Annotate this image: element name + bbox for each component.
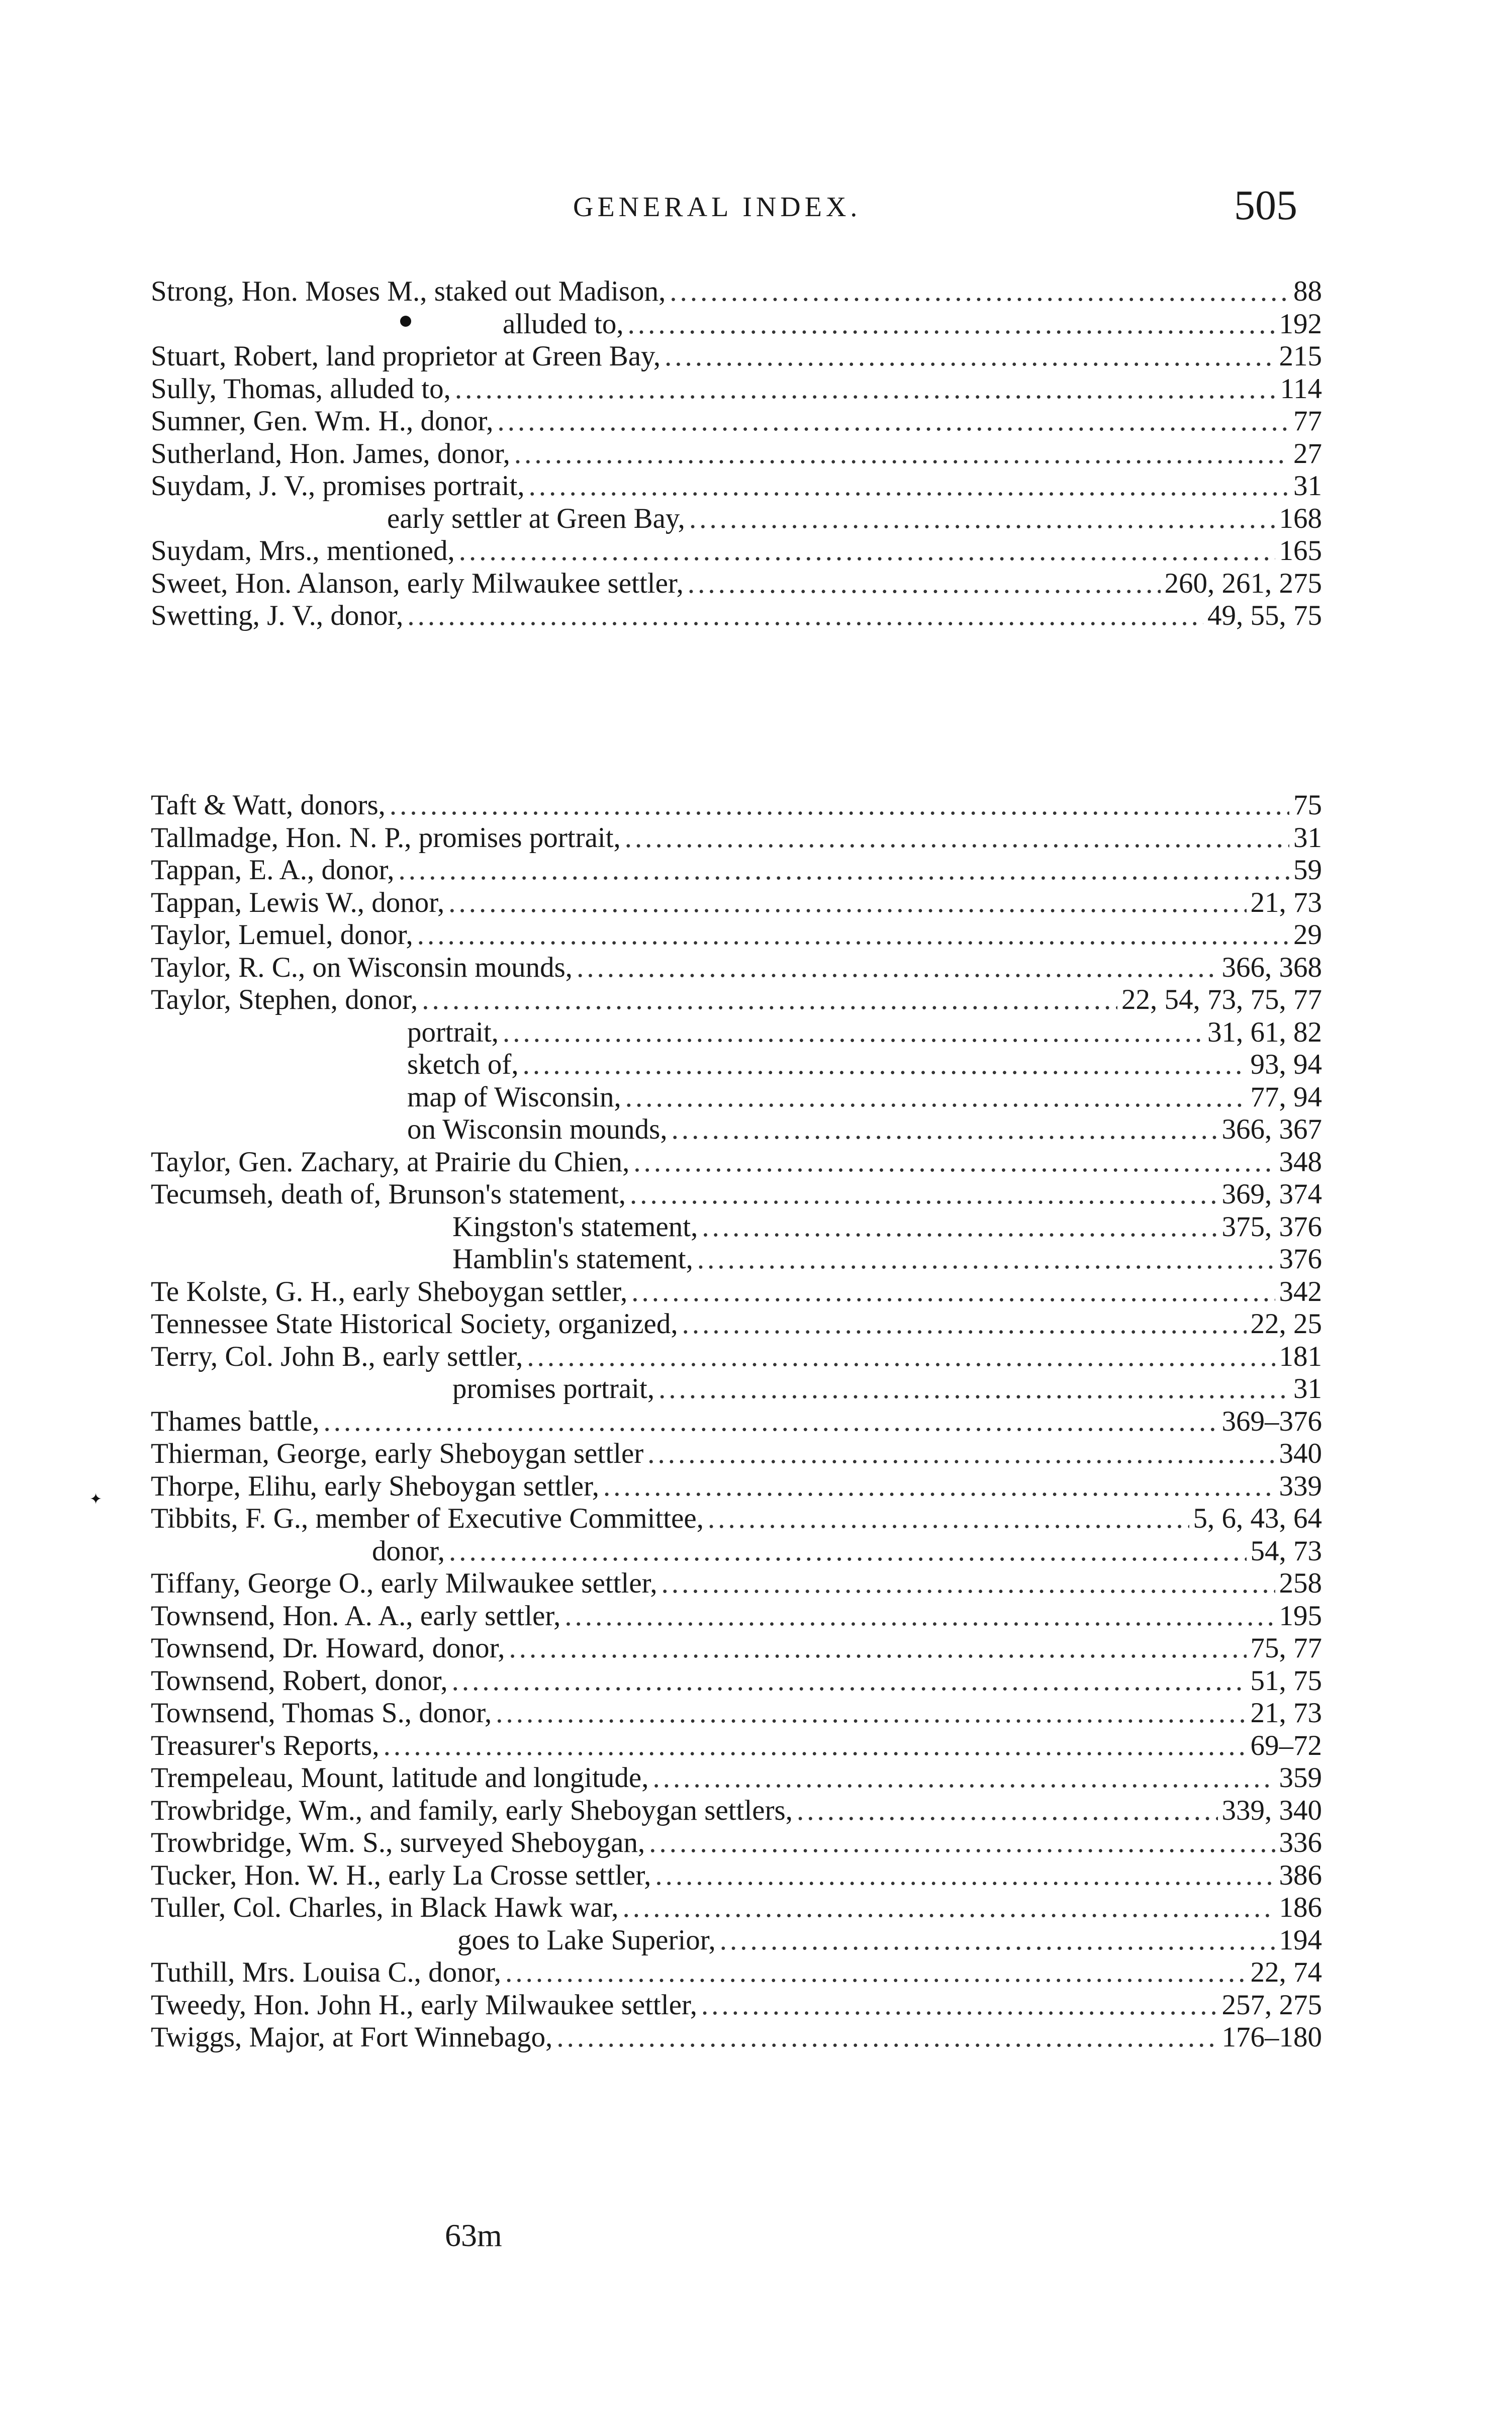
entry-pages: 29 (1293, 919, 1322, 951)
entry-pages: 31, 61, 82 (1207, 1016, 1322, 1048)
entry-pages: 75 (1293, 789, 1322, 821)
entry-pages: 77, 94 (1250, 1081, 1322, 1113)
entry-pages: 77 (1293, 405, 1322, 437)
entry-pages: 27 (1293, 437, 1322, 470)
entry-text: Tibbits, F. G., member of Executive Committee, (151, 1503, 704, 1534)
dot-leader (398, 854, 1289, 887)
entry-text: map of Wisconsin, (407, 1081, 621, 1113)
index-entry (151, 470, 1322, 503)
entry-text: goes to Lake Superior, (457, 1924, 716, 1956)
dot-leader (670, 275, 1289, 308)
entry-text: Taft & Watt, donors, (151, 789, 386, 821)
dot-leader (422, 984, 1117, 1016)
entry-pages: 258 (1279, 1567, 1322, 1599)
entry-pages: 31 (1293, 1373, 1322, 1405)
entry-text: Twiggs, Major, at Fort Winnebago, (151, 2021, 553, 2053)
dot-leader (459, 535, 1275, 568)
entry-pages: 348 (1279, 1146, 1322, 1178)
page-number: 505 (1234, 182, 1297, 229)
entry-pages: 5, 6, 43, 64 (1193, 1503, 1322, 1534)
dot-leader (628, 308, 1275, 341)
entry-text: Suydam, Mrs., mentioned, (151, 535, 455, 567)
entry-pages: 339 (1279, 1470, 1322, 1502)
entry-text: Trowbridge, Wm., and family, early Sheboygan settlers, (151, 1794, 793, 1826)
entry-text: alluded to, (503, 308, 624, 340)
entry-text: Kingston's statement, (452, 1210, 698, 1243)
entry-text: on Wisconsin mounds, (407, 1113, 668, 1145)
index-entry (151, 952, 1322, 984)
entry-text: Townsend, Hon. A. A., early settler, (151, 1600, 561, 1632)
entry-pages: 376 (1279, 1243, 1322, 1275)
dot-leader (682, 1308, 1247, 1341)
dot-leader (384, 1730, 1247, 1762)
dot-leader (324, 1406, 1218, 1438)
dot-leader (649, 1827, 1275, 1859)
index-entry (151, 1373, 1322, 1406)
index-entry (151, 1243, 1322, 1276)
index-entry (151, 373, 1322, 406)
index-entry (151, 1632, 1322, 1665)
index-entry (151, 1665, 1322, 1698)
index-entry (151, 1859, 1322, 1892)
entry-text: Thorpe, Elihu, early Sheboygan settler, (151, 1470, 600, 1502)
entry-pages: 75, 77 (1250, 1632, 1322, 1664)
index-entry (151, 789, 1322, 822)
entry-text: Taylor, Lemuel, donor, (151, 919, 413, 951)
entry-text: Tiffany, George O., early Milwaukee settler, (151, 1567, 657, 1599)
index-entry (151, 535, 1322, 568)
index-entry (151, 1049, 1322, 1081)
entry-text: Tweedy, Hon. John H., early Milwaukee settler, (151, 1989, 697, 2021)
entry-pages: 192 (1279, 308, 1322, 340)
entry-text: promises portrait, (452, 1373, 655, 1405)
index-entry (151, 1113, 1322, 1146)
dot-leader (577, 952, 1217, 984)
index-entry (151, 503, 1322, 535)
index-entry (151, 919, 1322, 952)
entry-pages: 31 (1293, 821, 1322, 854)
entry-pages: 186 (1279, 1892, 1322, 1923)
dot-leader (630, 1178, 1218, 1211)
signature-mark: 63m (445, 2217, 502, 2253)
entry-pages: 257, 275 (1221, 1989, 1322, 2021)
entry-pages: 168 (1279, 502, 1322, 534)
index-entry (151, 1600, 1322, 1633)
entry-pages: 69–72 (1250, 1729, 1322, 1761)
index-entry (151, 1989, 1322, 2022)
entry-text: Townsend, Dr. Howard, donor, (151, 1632, 505, 1664)
dot-leader (509, 1632, 1247, 1665)
index-entry (151, 1762, 1322, 1795)
dot-leader (633, 1146, 1275, 1179)
index-entry (151, 1892, 1322, 1924)
entry-pages: 181 (1279, 1340, 1322, 1372)
dot-leader (701, 1989, 1218, 2022)
entry-pages: 22, 54, 73, 75, 77 (1121, 984, 1322, 1015)
index-section-t (151, 789, 1322, 2054)
index-entry (151, 1567, 1322, 1600)
entry-pages: 21, 73 (1250, 886, 1322, 918)
dot-leader (625, 1081, 1247, 1114)
index-entry (151, 822, 1322, 855)
entry-pages: 195 (1279, 1600, 1322, 1632)
index-entry (151, 887, 1322, 919)
entry-text: Suydam, J. V., promises portrait, (151, 470, 525, 502)
entry-text: Tucker, Hon. W. H., early La Crosse settler, (151, 1859, 651, 1891)
index-entry (151, 1341, 1322, 1373)
entry-text: Treasurer's Reports, (151, 1729, 380, 1761)
entry-text: Stuart, Robert, land proprietor at Green Bay, (151, 340, 661, 372)
entry-pages: 386 (1279, 1859, 1322, 1891)
index-section-s (151, 275, 1322, 632)
entry-pages: 21, 73 (1250, 1697, 1322, 1729)
index-entry (151, 568, 1322, 600)
dot-leader (527, 1341, 1275, 1373)
dot-leader (658, 1373, 1289, 1406)
ink-blot-mark (400, 316, 411, 327)
index-entry (151, 1276, 1322, 1309)
index-entry (151, 308, 1322, 341)
dot-leader (689, 503, 1275, 535)
index-entry (151, 1438, 1322, 1470)
entry-text: Tennessee State Historical Society, organized, (151, 1308, 678, 1340)
dot-leader (514, 438, 1289, 471)
entry-text: Taylor, R. C., on Wisconsin mounds, (151, 951, 573, 983)
index-entry (151, 1924, 1322, 1957)
dot-leader (496, 1697, 1246, 1730)
entry-pages: 369, 374 (1221, 1178, 1322, 1210)
dot-leader (797, 1795, 1218, 1827)
entry-pages: 366, 367 (1221, 1113, 1322, 1145)
dot-leader (448, 887, 1246, 919)
index-entry (151, 1956, 1322, 1989)
entry-pages: 366, 368 (1221, 951, 1322, 983)
entry-text: Sweet, Hon. Alanson, early Milwaukee settler, (151, 567, 684, 599)
entry-text: Tecumseh, death of, Brunson's statement, (151, 1178, 626, 1210)
margin-mark: ✦ (89, 1491, 103, 1508)
entry-text: Swetting, J. V., donor, (151, 600, 404, 631)
index-entry (151, 1795, 1322, 1827)
entry-pages: 165 (1279, 535, 1322, 567)
entry-text: portrait, (407, 1016, 499, 1048)
dot-leader (564, 1600, 1275, 1633)
entry-pages: 336 (1279, 1827, 1322, 1858)
index-entry (151, 1827, 1322, 1859)
dot-leader (505, 1956, 1246, 1989)
index-entry (151, 1178, 1322, 1211)
entry-text: Tuthill, Mrs. Louisa C., donor, (151, 1956, 502, 1988)
dot-leader (497, 405, 1289, 438)
entry-pages: 114 (1280, 372, 1322, 405)
entry-text: Terry, Col. John B., early settler, (151, 1340, 523, 1372)
entry-pages: 31 (1293, 470, 1322, 502)
dot-leader (449, 1535, 1247, 1568)
dot-leader (523, 1049, 1247, 1081)
dot-leader (452, 1665, 1247, 1698)
page-header (0, 181, 1512, 236)
entry-text: Sumner, Gen. Wm. H., donor, (151, 405, 494, 437)
entry-text: Strong, Hon. Moses M., staked out Madison, (151, 275, 666, 307)
entry-pages: 51, 75 (1250, 1664, 1322, 1697)
entry-text: Taylor, Stephen, donor, (151, 984, 418, 1015)
dot-leader (702, 1211, 1217, 1244)
dot-leader (455, 373, 1276, 406)
index-entry (151, 1470, 1322, 1503)
index-entry (151, 1503, 1322, 1535)
entry-pages: 359 (1279, 1762, 1322, 1794)
dot-leader (603, 1470, 1275, 1503)
index-entry (151, 1211, 1322, 1244)
entry-pages: 54, 73 (1250, 1535, 1322, 1567)
entry-pages: 339, 340 (1221, 1794, 1322, 1826)
index-entry (151, 1535, 1322, 1568)
dot-leader (623, 1892, 1275, 1924)
index-entry (151, 1146, 1322, 1179)
entry-text: early settler at Green Bay, (387, 502, 685, 534)
entry-pages: 194 (1279, 1924, 1322, 1956)
entry-text: Tappan, Lewis W., donor, (151, 886, 445, 918)
index-entry (151, 1730, 1322, 1762)
dot-leader (631, 1276, 1275, 1309)
index-entry (151, 340, 1322, 373)
entry-pages: 369–376 (1221, 1405, 1322, 1437)
index-entry (151, 1406, 1322, 1438)
entry-pages: 215 (1279, 340, 1322, 372)
dot-leader (688, 568, 1161, 600)
entry-pages: 49, 55, 75 (1207, 600, 1322, 631)
dot-leader (407, 600, 1203, 632)
entry-text: Hamblin's statement, (452, 1243, 693, 1275)
dot-leader (417, 919, 1289, 952)
dot-leader (556, 2021, 1217, 2054)
index-entry (151, 984, 1322, 1016)
entry-text: Sully, Thomas, alluded to, (151, 372, 451, 405)
entry-pages: 88 (1293, 275, 1322, 307)
dot-leader (647, 1438, 1275, 1470)
index-entry (151, 1081, 1322, 1114)
entry-pages: 59 (1293, 854, 1322, 886)
index-entry (151, 2021, 1322, 2054)
index-entry (151, 405, 1322, 438)
entry-text: donor, (372, 1535, 445, 1567)
dot-leader (390, 789, 1289, 822)
dot-leader (653, 1762, 1275, 1795)
entry-pages: 22, 25 (1250, 1308, 1322, 1340)
entry-pages: 342 (1279, 1275, 1322, 1308)
dot-leader (665, 340, 1275, 373)
entry-text: Tappan, E. A., donor, (151, 854, 395, 886)
entry-text: Townsend, Robert, donor, (151, 1664, 448, 1697)
entry-text: Trempeleau, Mount, latitude and longitude, (151, 1762, 649, 1794)
dot-leader (672, 1113, 1218, 1146)
index-entry (151, 1016, 1322, 1049)
entry-text: Trowbridge, Wm. S., surveyed Sheboygan, (151, 1827, 645, 1858)
dot-leader (708, 1503, 1189, 1535)
index-entry (151, 1308, 1322, 1341)
entry-text: sketch of, (407, 1049, 519, 1080)
index-entry (151, 1697, 1322, 1730)
dot-leader (503, 1016, 1203, 1049)
dot-leader (625, 822, 1289, 855)
entry-pages: 375, 376 (1221, 1210, 1322, 1243)
entry-pages: 176–180 (1221, 2021, 1322, 2053)
dot-leader (655, 1859, 1275, 1892)
entry-pages: 22, 74 (1250, 1956, 1322, 1988)
dot-leader (529, 470, 1289, 503)
entry-pages: 93, 94 (1250, 1049, 1322, 1080)
index-entry (151, 275, 1322, 308)
dot-leader (662, 1567, 1275, 1600)
dot-leader (697, 1243, 1275, 1276)
index-entry (151, 854, 1322, 887)
entry-text: Tuller, Col. Charles, in Black Hawk war, (151, 1892, 619, 1923)
entry-text: Sutherland, Hon. James, donor, (151, 437, 510, 470)
entry-pages: 260, 261, 275 (1164, 567, 1322, 599)
entry-text: Thierman, George, early Sheboygan settler (151, 1438, 644, 1469)
entry-text: Thames battle, (151, 1405, 320, 1437)
dot-leader (720, 1924, 1275, 1957)
index-entry (151, 438, 1322, 471)
page-title: GENERAL INDEX. (573, 192, 862, 223)
index-entry (151, 600, 1322, 632)
entry-text: Taylor, Gen. Zachary, at Prairie du Chien, (151, 1146, 630, 1178)
entry-text: Townsend, Thomas S., donor, (151, 1697, 492, 1729)
entry-pages: 340 (1279, 1438, 1322, 1469)
entry-text: Tallmadge, Hon. N. P., promises portrait, (151, 821, 621, 854)
entry-text: Te Kolste, G. H., early Sheboygan settler, (151, 1275, 628, 1308)
